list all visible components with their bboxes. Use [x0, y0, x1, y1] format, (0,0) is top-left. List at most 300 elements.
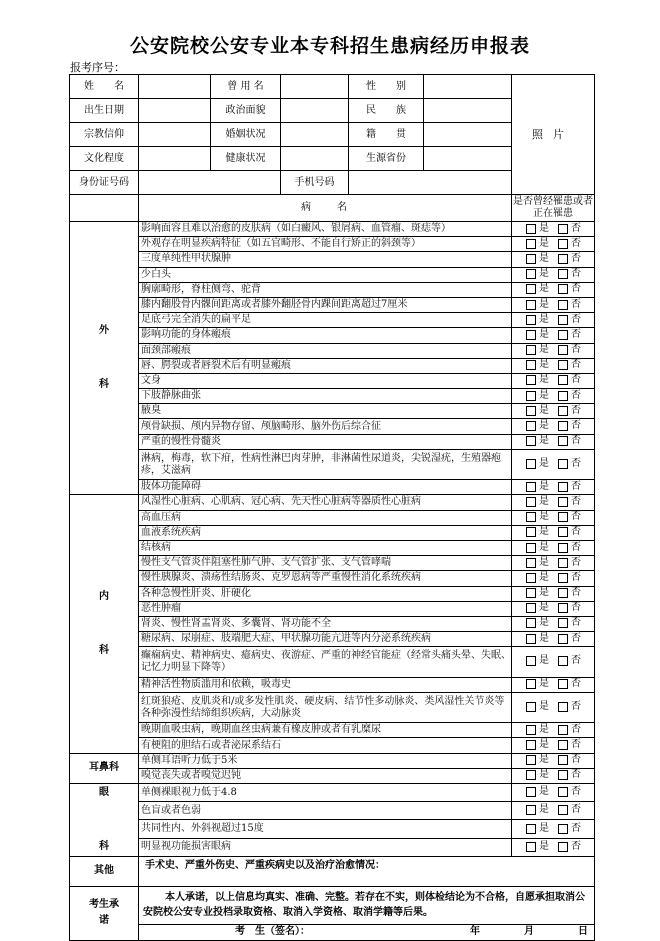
no-checkbox[interactable]	[558, 284, 568, 294]
disease-name: 膝内翻股骨内髁间距离或者膝外翻胫骨内踝间距离超过7厘米	[139, 297, 512, 312]
no-checkbox[interactable]	[558, 679, 568, 689]
yes-no-cell	[512, 753, 595, 768]
yes-checkbox[interactable]	[526, 224, 536, 234]
disease-row	[70, 404, 595, 419]
date-month-label: 月	[524, 926, 534, 938]
no-label: 否	[571, 268, 581, 280]
yes-no-cell	[512, 768, 595, 783]
no-checkbox[interactable]	[558, 527, 568, 537]
yes-checkbox[interactable]	[526, 315, 536, 325]
birth-date-field[interactable]	[139, 99, 211, 123]
disease-name: 三度单纯性甲状腺肿	[139, 252, 512, 267]
yes-label: 是	[539, 769, 549, 781]
marital-status-field[interactable]	[281, 123, 349, 147]
yes-no-cell	[512, 373, 595, 388]
disease-row	[70, 237, 595, 252]
disease-name: 慢性支气管炎伴阻塞性肺气肿、支气管扩张、支气管哮喘	[139, 556, 512, 571]
yes-checkbox[interactable]	[526, 618, 536, 628]
disease-name: 肾炎、慢性肾盂肾炎、多囊肾、肾功能不全	[139, 616, 512, 631]
no-checkbox[interactable]	[558, 421, 568, 431]
no-checkbox[interactable]	[558, 375, 568, 385]
no-label: 否	[571, 328, 581, 340]
health-status-label: 健康状况	[211, 147, 281, 171]
yes-no-cell	[512, 495, 595, 510]
no-label: 否	[571, 786, 581, 798]
disease-row	[70, 222, 595, 237]
yes-checkbox[interactable]	[526, 573, 536, 583]
disease-row	[70, 556, 595, 571]
yes-label: 是	[539, 739, 549, 751]
yes-checkbox[interactable]	[526, 436, 536, 446]
disease-name: 明显视功能损害眼病	[139, 838, 512, 856]
yes-no-cell	[512, 820, 595, 838]
disease-name: 严重的慢性骨髓炎	[139, 434, 512, 449]
no-checkbox[interactable]	[558, 391, 568, 401]
no-checkbox[interactable]	[558, 656, 568, 666]
yes-label: 是	[539, 495, 549, 507]
disease-row	[70, 313, 595, 328]
yes-no-cell	[512, 343, 595, 358]
disease-name: 单侧裸眼视力低于4.8	[139, 783, 512, 801]
yes-checkbox[interactable]	[526, 824, 536, 834]
yes-checkbox[interactable]	[526, 755, 536, 765]
disease-row	[70, 738, 595, 753]
section-label: 眼 科	[70, 783, 139, 856]
political-status-field[interactable]	[281, 99, 349, 123]
yes-no-cell	[512, 540, 595, 555]
disease-name: 文身	[139, 373, 512, 388]
yes-label: 是	[539, 632, 549, 644]
disease-column-header: 病 名	[139, 195, 512, 222]
no-label: 否	[571, 298, 581, 310]
yes-label: 是	[539, 723, 549, 735]
disease-row	[70, 282, 595, 297]
marital-status-label: 婚姻状况	[211, 123, 281, 147]
disease-name: 血液系统疾病	[139, 525, 512, 540]
category-header-blank	[70, 195, 139, 222]
yes-no-cell	[512, 647, 595, 677]
yes-checkbox[interactable]	[526, 391, 536, 401]
origin-province-label: 生源省份	[349, 147, 424, 171]
date-day-label: 日	[578, 926, 588, 938]
yes-label: 是	[539, 526, 549, 538]
religion-label: 宗教信仰	[70, 123, 139, 147]
yes-checkbox[interactable]	[526, 787, 536, 797]
disease-name: 红斑狼疮、皮肌炎和/或多发性肌炎、硬皮病、结节性多动脉炎、类风湿性关节炎等各种弥漫性结缔组织疾病，大动脉炎	[139, 692, 512, 722]
no-label: 否	[571, 458, 581, 469]
yes-label: 是	[539, 435, 549, 447]
no-checkbox[interactable]	[558, 770, 568, 780]
no-checkbox[interactable]	[558, 588, 568, 598]
disease-row	[70, 480, 595, 495]
yes-no-cell	[512, 313, 595, 328]
no-label: 否	[571, 374, 581, 386]
yes-no-cell	[512, 222, 595, 237]
disease-name: 糖尿病、尿崩症、肢端肥大症、甲状腺功能亢进等内分泌系统疾病	[139, 632, 512, 647]
yes-no-cell	[512, 449, 595, 479]
yes-checkbox[interactable]	[526, 603, 536, 613]
disease-row	[70, 586, 595, 601]
no-label: 否	[571, 283, 581, 295]
signature-line[interactable]	[139, 924, 595, 940]
yes-no-cell	[512, 586, 595, 601]
yes-no-cell	[512, 738, 595, 753]
yes-label: 是	[539, 840, 549, 852]
disease-name: 少白头	[139, 267, 512, 282]
disease-name: 单侧耳语听力低于5米	[139, 753, 512, 768]
disease-row	[70, 783, 595, 801]
birth-date-label: 出生日期	[70, 99, 139, 123]
no-label: 否	[571, 435, 581, 447]
pledge-label: 考生承诺	[70, 886, 139, 940]
no-checkbox[interactable]	[558, 406, 568, 416]
no-checkbox[interactable]	[558, 824, 568, 834]
no-checkbox[interactable]	[558, 224, 568, 234]
yes-checkbox[interactable]	[526, 558, 536, 568]
disease-row	[70, 373, 595, 388]
yes-label: 是	[539, 804, 549, 816]
pledge-text: 本人承诺，以上信息均真实、准确、完整。若存在不实，则体检结论为不合格，自愿承担取消公安院校公安专业投档录取资格、取消入学资格、取消学籍等后果。	[139, 886, 595, 924]
no-label: 否	[571, 723, 581, 735]
yes-checkbox[interactable]	[526, 459, 536, 469]
yes-no-cell	[512, 601, 595, 616]
yes-label: 是	[539, 298, 549, 310]
yes-no-cell	[512, 267, 595, 282]
disease-name: 癫痫病史、精神病史、癔病史、夜游症、严重的神经官能症（经常头痛头晕、失眠、记忆力明显下降等）	[139, 647, 512, 677]
section-label: 外 科	[70, 222, 139, 495]
no-checkbox[interactable]	[558, 482, 568, 492]
disease-name: 共同性内、外斜视超过15度	[139, 820, 512, 838]
signature-label: 考 生（签名）：	[235, 926, 310, 938]
disease-row	[70, 692, 595, 722]
yes-checkbox[interactable]	[526, 421, 536, 431]
disease-row	[70, 632, 595, 647]
name-label: 姓 名	[70, 75, 139, 99]
yes-no-cell	[512, 282, 595, 297]
no-checkbox[interactable]	[558, 558, 568, 568]
yes-label: 是	[539, 786, 549, 798]
disease-row	[70, 419, 595, 434]
yes-checkbox[interactable]	[526, 634, 536, 644]
no-checkbox[interactable]	[558, 459, 568, 469]
yes-label: 是	[539, 822, 549, 834]
yes-checkbox[interactable]	[526, 543, 536, 553]
no-checkbox[interactable]	[558, 239, 568, 249]
disease-name: 结核病	[139, 540, 512, 555]
disease-name: 恶性肿瘤	[139, 601, 512, 616]
photo-area[interactable]: 照片	[512, 75, 595, 195]
yes-label: 是	[539, 617, 549, 629]
yes-label: 是	[539, 252, 549, 264]
yes-checkbox[interactable]	[526, 239, 536, 249]
disease-row	[70, 510, 595, 525]
disease-name: 慢性胰腺炎、溃疡性结肠炎、克罗恩病等严重慢性消化系统疾病	[139, 571, 512, 586]
yes-no-cell	[512, 404, 595, 419]
no-label: 否	[571, 632, 581, 644]
yes-no-cell	[512, 389, 595, 404]
no-label: 否	[571, 480, 581, 492]
disease-row	[70, 343, 595, 358]
alias-field[interactable]	[281, 75, 349, 99]
declaration-form-table	[69, 74, 595, 941]
no-label: 否	[571, 252, 581, 264]
gender-label: 性 别	[349, 75, 424, 99]
disease-row	[70, 647, 595, 677]
yes-no-cell	[512, 802, 595, 820]
disease-name: 外观存在明显疾病特征（如五官畸形、不能自行矫正的斜颈等）	[139, 237, 512, 252]
yes-checkbox[interactable]	[526, 656, 536, 666]
no-checkbox[interactable]	[558, 740, 568, 750]
disease-name: 颅骨缺损、颅内异物存留、颅脑畸形、脑外伤后综合征	[139, 419, 512, 434]
yes-no-cell	[512, 723, 595, 738]
no-label: 否	[571, 344, 581, 356]
date-year-label: 年	[470, 926, 480, 938]
no-label: 否	[571, 541, 581, 553]
no-label: 否	[571, 526, 581, 538]
yes-no-cell	[512, 328, 595, 343]
no-label: 否	[571, 678, 581, 690]
yes-checkbox[interactable]	[526, 254, 536, 264]
section-label: 耳鼻科	[70, 753, 139, 783]
no-label: 否	[571, 222, 581, 234]
phone-field[interactable]	[349, 171, 512, 195]
yes-label: 是	[539, 389, 549, 401]
no-checkbox[interactable]	[558, 842, 568, 852]
disease-row	[70, 328, 595, 343]
no-checkbox[interactable]	[558, 330, 568, 340]
yes-no-cell	[512, 556, 595, 571]
no-label: 否	[571, 701, 581, 713]
disease-name: 肢体功能障碍	[139, 480, 512, 495]
disease-row	[70, 267, 595, 282]
status-column-header: 是否曾经罹患或者正在罹患	[512, 195, 595, 222]
disease-row	[70, 297, 595, 312]
disease-row	[70, 768, 595, 783]
no-label: 否	[571, 571, 581, 583]
disease-name: 足底弓完全消失的扁平足	[139, 313, 512, 328]
yes-no-cell	[512, 838, 595, 856]
no-label: 否	[571, 420, 581, 432]
no-checkbox[interactable]	[558, 512, 568, 522]
yes-label: 是	[539, 701, 549, 713]
yes-checkbox[interactable]	[526, 360, 536, 370]
yes-checkbox[interactable]	[526, 679, 536, 689]
yes-checkbox[interactable]	[526, 284, 536, 294]
yes-checkbox[interactable]	[526, 805, 536, 815]
no-label: 否	[571, 389, 581, 401]
id-number-field[interactable]	[139, 171, 281, 195]
disease-row	[70, 601, 595, 616]
disease-name: 各种急慢性肝炎、肝硬化	[139, 586, 512, 601]
yes-no-cell	[512, 677, 595, 692]
no-checkbox[interactable]	[558, 755, 568, 765]
disease-name: 高血压病	[139, 510, 512, 525]
no-label: 否	[571, 237, 581, 249]
no-checkbox[interactable]	[558, 360, 568, 370]
disease-row	[70, 358, 595, 373]
yes-checkbox[interactable]	[526, 725, 536, 735]
yes-label: 是	[539, 587, 549, 599]
origin-province-field[interactable]	[424, 147, 512, 171]
yes-label: 是	[539, 283, 549, 295]
disease-row	[70, 252, 595, 267]
no-label: 否	[571, 511, 581, 523]
yes-checkbox[interactable]	[526, 300, 536, 310]
no-checkbox[interactable]	[558, 603, 568, 613]
yes-checkbox[interactable]	[526, 770, 536, 780]
yes-label: 是	[539, 359, 549, 371]
yes-checkbox[interactable]	[526, 702, 536, 712]
no-checkbox[interactable]	[558, 497, 568, 507]
yes-label: 是	[539, 655, 549, 667]
phone-label: 手机号码	[281, 171, 349, 195]
no-label: 否	[571, 359, 581, 371]
serial-number-label: 报考序号：	[70, 61, 125, 74]
disease-name: 下肢静脉曲张	[139, 389, 512, 404]
other-label: 其他	[70, 856, 139, 886]
id-number-label: 身份证号码	[70, 171, 139, 195]
no-checkbox[interactable]	[558, 300, 568, 310]
no-checkbox[interactable]	[558, 345, 568, 355]
yes-label: 是	[539, 541, 549, 553]
no-checkbox[interactable]	[558, 787, 568, 797]
no-label: 否	[571, 739, 581, 751]
yes-label: 是	[539, 571, 549, 583]
disease-name: 淋病，梅毒，软下疳，性病性淋巴肉芽肿，非淋菌性尿道炎，尖锐湿疣，生殖器疱疹，艾滋病	[139, 449, 512, 479]
no-label: 否	[571, 754, 581, 766]
disease-row	[70, 838, 595, 856]
no-checkbox[interactable]	[558, 805, 568, 815]
disease-name: 有梗阻的胆结石或者泌尿系结石	[139, 738, 512, 753]
native-place-field[interactable]	[424, 123, 512, 147]
no-label: 否	[571, 313, 581, 325]
no-label: 否	[571, 556, 581, 568]
disease-name: 风湿性心脏病、心肌病、冠心病、先天性心脏病等器质性心脏病	[139, 495, 512, 510]
yes-no-cell	[512, 783, 595, 801]
yes-label: 是	[539, 556, 549, 568]
disease-name: 晚期血吸虫病，晚期血丝虫病兼有橡皮肿或者有乳糜尿	[139, 723, 512, 738]
yes-label: 是	[539, 374, 549, 386]
yes-label: 是	[539, 754, 549, 766]
yes-checkbox[interactable]	[526, 527, 536, 537]
no-checkbox[interactable]	[558, 315, 568, 325]
no-label: 否	[571, 769, 581, 781]
no-checkbox[interactable]	[558, 702, 568, 712]
yes-no-cell	[512, 510, 595, 525]
yes-checkbox[interactable]	[526, 330, 536, 340]
yes-checkbox[interactable]	[526, 588, 536, 598]
yes-no-cell	[512, 237, 595, 252]
disease-name: 精神活性物质滥用和依赖，吸毒史	[139, 677, 512, 692]
yes-checkbox[interactable]	[526, 842, 536, 852]
yes-label: 是	[539, 602, 549, 614]
yes-label: 是	[539, 404, 549, 416]
no-label: 否	[571, 840, 581, 852]
yes-label: 是	[539, 420, 549, 432]
yes-checkbox[interactable]	[526, 375, 536, 385]
yes-checkbox[interactable]	[526, 482, 536, 492]
disease-name: 影响功能的身体瘢痕	[139, 328, 512, 343]
name-field[interactable]	[139, 75, 211, 99]
no-checkbox[interactable]	[558, 634, 568, 644]
yes-label: 是	[539, 678, 549, 690]
alias-label: 曾 用 名	[211, 75, 281, 99]
religion-field[interactable]	[139, 123, 211, 147]
yes-label: 是	[539, 458, 549, 469]
native-place-label: 籍 贯	[349, 123, 424, 147]
disease-name: 腋臭	[139, 404, 512, 419]
no-label: 否	[571, 587, 581, 599]
yes-label: 是	[539, 268, 549, 280]
gender-field[interactable]	[424, 75, 512, 99]
yes-no-cell	[512, 616, 595, 631]
yes-checkbox[interactable]	[526, 345, 536, 355]
yes-label: 是	[539, 328, 549, 340]
yes-checkbox[interactable]	[526, 740, 536, 750]
no-checkbox[interactable]	[558, 725, 568, 735]
no-checkbox[interactable]	[558, 618, 568, 628]
yes-no-cell	[512, 525, 595, 540]
no-label: 否	[571, 404, 581, 416]
yes-checkbox[interactable]	[526, 406, 536, 416]
disease-row	[70, 540, 595, 555]
political-status-label: 政治面貌	[211, 99, 281, 123]
yes-no-cell	[512, 434, 595, 449]
yes-label: 是	[539, 222, 549, 234]
yes-label: 是	[539, 313, 549, 325]
disease-row	[70, 495, 595, 510]
disease-row	[70, 802, 595, 820]
disease-name: 影响面容且难以治愈的皮肤病（如白癜风、银屑病、血管瘤、斑痣等）	[139, 222, 512, 237]
ethnicity-field[interactable]	[424, 99, 512, 123]
yes-no-cell	[512, 632, 595, 647]
no-checkbox[interactable]	[558, 573, 568, 583]
yes-no-cell	[512, 692, 595, 722]
no-checkbox[interactable]	[558, 543, 568, 553]
disease-name: 胸廓畸形，脊柱侧弯、驼背	[139, 282, 512, 297]
yes-label: 是	[539, 511, 549, 523]
disease-row	[70, 571, 595, 586]
section-label: 内 科	[70, 495, 139, 753]
no-label: 否	[571, 655, 581, 667]
disease-row	[70, 434, 595, 449]
disease-row	[70, 616, 595, 631]
yes-no-cell	[512, 252, 595, 267]
disease-row	[70, 753, 595, 768]
no-label: 否	[571, 822, 581, 834]
no-checkbox[interactable]	[558, 436, 568, 446]
no-label: 否	[571, 602, 581, 614]
yes-no-cell	[512, 419, 595, 434]
yes-checkbox[interactable]	[526, 512, 536, 522]
disease-row	[70, 723, 595, 738]
education-field[interactable]	[139, 147, 211, 171]
form-title: 公安院校公安专业本专科招生患病经历申报表	[129, 35, 530, 57]
other-history-field[interactable]: 手术史、严重外伤史、严重疾病史以及治疗治愈情况：	[139, 856, 595, 886]
disease-row	[70, 449, 595, 479]
yes-checkbox[interactable]	[526, 497, 536, 507]
yes-checkbox[interactable]	[526, 269, 536, 279]
disease-row	[70, 677, 595, 692]
no-label: 否	[571, 617, 581, 629]
yes-no-cell	[512, 358, 595, 373]
health-status-field[interactable]	[281, 147, 349, 171]
no-checkbox[interactable]	[558, 254, 568, 264]
disease-row	[70, 525, 595, 540]
yes-no-cell	[512, 297, 595, 312]
no-checkbox[interactable]	[558, 269, 568, 279]
disease-name: 面颈部瘢痕	[139, 343, 512, 358]
